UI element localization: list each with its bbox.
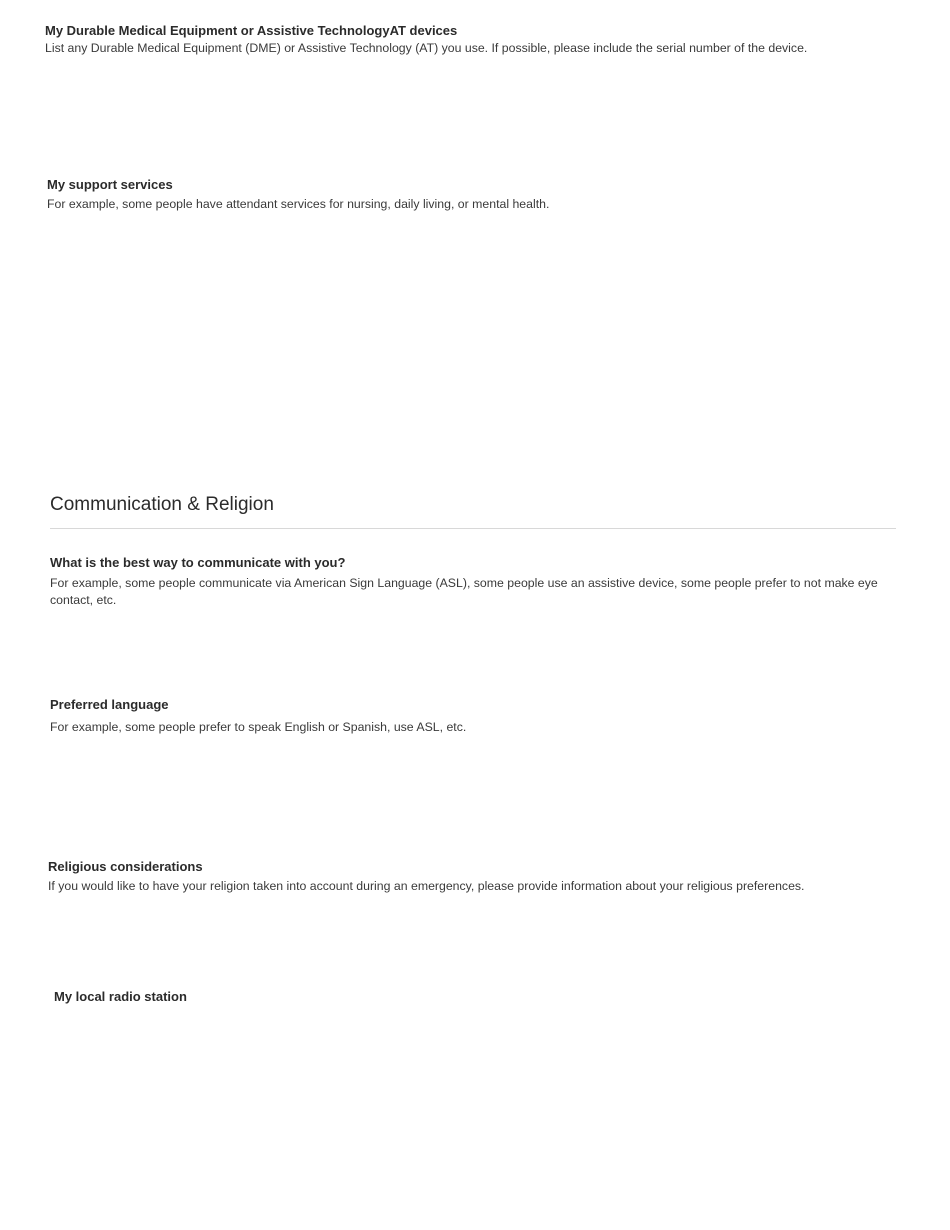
dme-label: My Durable Medical Equipment or Assistive TechnologyAT devices — [45, 23, 458, 38]
communicate-label: What is the best way to communicate with you? — [50, 555, 346, 570]
communicate-description: For example, some people communicate via American Sign Language (ASL), some people use an assistive device, some people prefer to not make eye contact, etc. — [50, 576, 878, 607]
support-services-field — [47, 177, 907, 213]
dme-field — [45, 23, 905, 57]
local-radio-station-label: My local radio station — [54, 989, 187, 1004]
religious-considerations-field — [48, 859, 918, 895]
religious-considerations-description: If you would like to have your religion taken into account during an emergency, please provide information about your religious preferences. — [48, 879, 805, 893]
communicate-field — [50, 555, 880, 609]
section-divider — [50, 528, 896, 529]
preferred-language-field — [50, 697, 910, 736]
local-radio-station-field — [54, 989, 914, 1004]
support-services-description: For example, some people have attendant services for nursing, daily living, or mental health. — [47, 197, 550, 211]
dme-description: List any Durable Medical Equipment (DME) or Assistive Technology (AT) you use. If possible, please include the serial number of the device. — [45, 41, 808, 55]
support-services-label: My support services — [47, 177, 173, 192]
section-title-communication-religion: Communication & Religion — [50, 494, 274, 515]
preferred-language-description: For example, some people prefer to speak English or Spanish, use ASL, etc. — [50, 720, 467, 734]
preferred-language-label: Preferred language — [50, 697, 169, 712]
religious-considerations-label: Religious considerations — [48, 859, 203, 874]
